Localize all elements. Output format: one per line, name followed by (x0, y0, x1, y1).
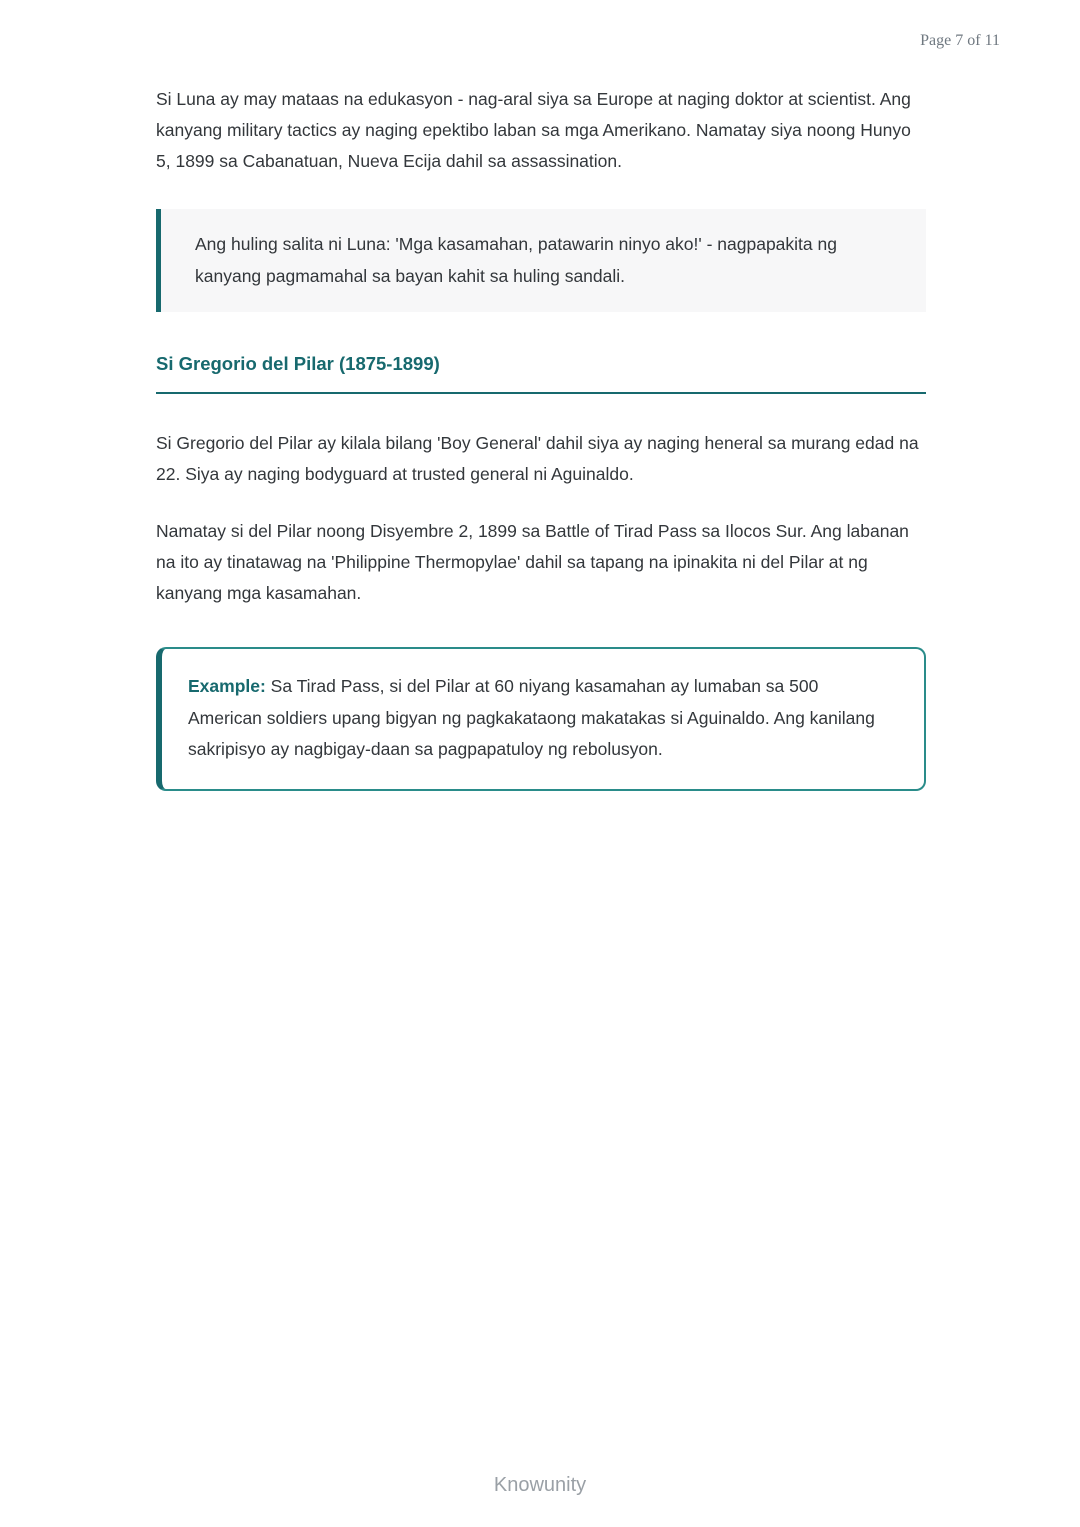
page-number-indicator: Page 7 of 11 (920, 32, 1000, 49)
quote-text: Ang huling salita ni Luna: 'Mga kasamahan, patawarin ninyo ako!' - nagpapakita ng kanyang pagmamahal sa bayan kahit sa huling sandali. (195, 234, 837, 286)
paragraph-luna-bio: Si Luna ay may mataas na edukasyon - nag-aral siya sa Europe at naging doktor at scientist. Ang kanyang military tactics ay naging epektibo laban sa mga Amerikano. Namatay siya noong Hunyo 5, 1899 sa Cabanatuan, Nueva Ecija dahil sa assassination. (156, 89, 911, 172)
paragraph-del-pilar-death: Namatay si del Pilar noong Disyembre 2, 1899 sa Battle of Tirad Pass sa Ilocos Sur. Ang labanan na ito ay tinatawag na 'Philippine Thermopylae' dahil sa tapang na ipinakita ni del Pilar at ng kanyang mga kasamahan. (156, 521, 909, 604)
document-content (156, 84, 926, 791)
example-text: Sa Tirad Pass, si del Pilar at 60 niyang kasamahan ay lumaban sa 500 American soldiers upang bigyan ng pagkakataong makatakas si Aguinaldo. Ang kanilang sakripisyo ay nagbigay-daan sa pagpapatuloy ng rebolusyon. (188, 676, 875, 759)
example-label: Example: (188, 676, 266, 697)
paragraph-del-pilar-intro: Si Gregorio del Pilar ay kilala bilang 'Boy General' dahil siya ay naging heneral sa murang edad na 22. Siya ay naging bodyguard at trusted general ni Aguinaldo. (156, 432, 919, 484)
quote-callout (156, 209, 926, 311)
footer-brand: Knowunity (493, 1474, 587, 1496)
section-heading-del-pilar: Si Gregorio del Pilar (1875-1899) (156, 352, 926, 394)
example-callout (156, 647, 926, 790)
